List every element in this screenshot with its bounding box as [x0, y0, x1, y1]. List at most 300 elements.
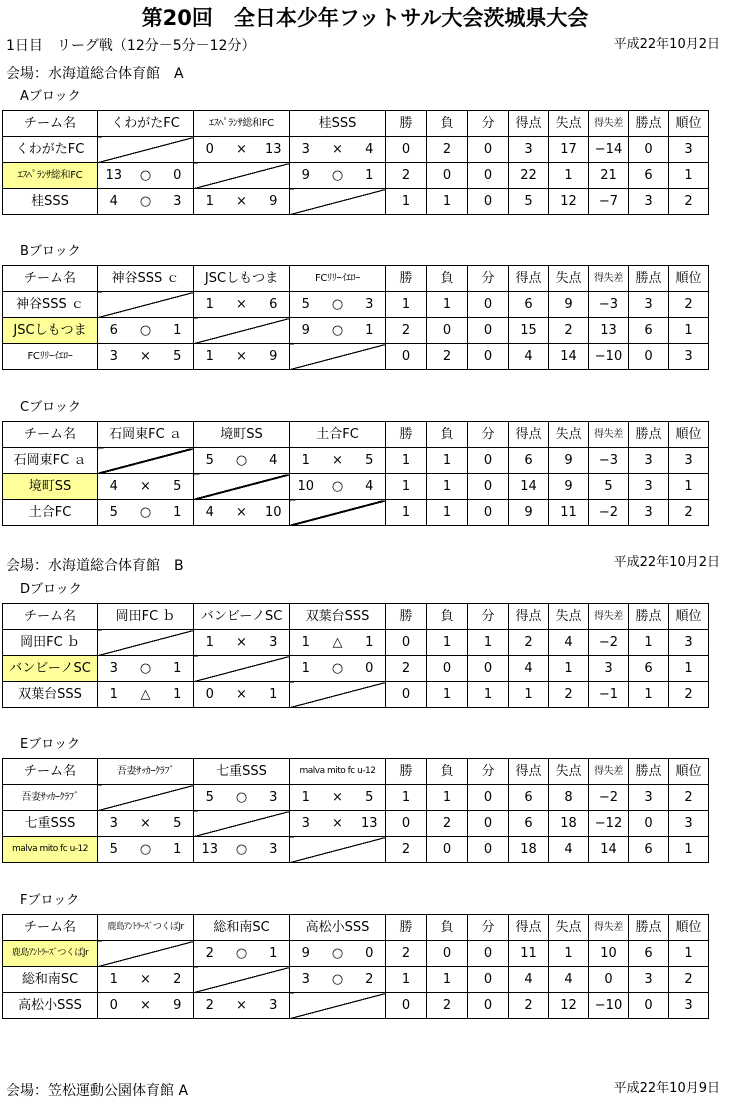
result-mark: ×: [226, 630, 258, 656]
points-cell: 6: [629, 318, 669, 344]
opponent-header: ｴｽﾍﾟﾗﾝｻ総和FC: [194, 111, 290, 137]
score-against: 2: [354, 967, 386, 993]
result-mark: ×: [130, 811, 162, 837]
goals-for-cell: 22: [509, 163, 549, 189]
score-for: 5: [194, 448, 226, 474]
score-for: 1: [290, 656, 322, 682]
result-mark: ○: [322, 318, 354, 344]
gd-header: 得失差: [589, 111, 629, 137]
goals-against-cell: 12: [549, 993, 589, 1019]
block-name: Bブロック: [20, 244, 81, 259]
wins-cell: 2: [386, 656, 427, 682]
goal-difference-cell: 13: [589, 318, 629, 344]
goals-against-cell: 18: [549, 811, 589, 837]
team-header: チーム名: [3, 111, 98, 137]
losses-cell: 1: [427, 500, 468, 526]
goal-difference-cell: −1: [589, 682, 629, 708]
points-cell: 0: [629, 344, 669, 370]
pts-header: 勝点: [629, 604, 669, 630]
result-mark: ○: [226, 448, 258, 474]
score-against: 1: [162, 682, 194, 708]
goals-for-cell: 14: [509, 474, 549, 500]
venue-date: 平成22年10月9日: [613, 1081, 720, 1096]
team-name: FCﾘﾘｰｲｴﾛｰ: [3, 344, 98, 370]
team-name: 桂SSS: [3, 189, 98, 215]
standings-table: [2, 914, 709, 1019]
losses-cell: 1: [427, 630, 468, 656]
gf-header: 得点: [509, 759, 549, 785]
team-header: チーム名: [3, 604, 98, 630]
rank-cell: 3: [669, 630, 709, 656]
wins-cell: 1: [386, 500, 427, 526]
score-for: 1: [98, 967, 130, 993]
opponent-header: 吾妻ｻｯｶｰｸﾗﾌﾞ: [98, 759, 194, 785]
score-against: 1: [258, 682, 290, 708]
goal-difference-cell: −2: [589, 785, 629, 811]
goals-for-cell: 2: [509, 630, 549, 656]
losses-cell: 1: [427, 474, 468, 500]
team-name: 神谷SSS ｃ: [3, 292, 98, 318]
self-match-cell: [98, 292, 194, 318]
opponent-header: 境町SS: [194, 422, 290, 448]
result-mark: ×: [226, 189, 258, 215]
loss-header: 負: [427, 111, 468, 137]
team-name: 石岡東FC ａ: [3, 448, 98, 474]
team-name: 吾妻ｻｯｶｰｸﾗﾌﾞ: [3, 785, 98, 811]
points-cell: 6: [629, 941, 669, 967]
goals-for-cell: 4: [509, 344, 549, 370]
goal-difference-cell: −10: [589, 344, 629, 370]
header-row: [3, 422, 709, 448]
rank-header: 順位: [669, 266, 709, 292]
ga-header: 失点: [549, 915, 589, 941]
draws-cell: 0: [468, 941, 509, 967]
rank-cell: 3: [669, 811, 709, 837]
wins-cell: 1: [386, 785, 427, 811]
team-name: ｴｽﾍﾟﾗﾝｻ総和FC: [3, 163, 98, 189]
goal-difference-cell: −12: [589, 811, 629, 837]
win-header: 勝: [386, 604, 427, 630]
goal-difference-cell: −14: [589, 137, 629, 163]
table-row: [3, 811, 709, 837]
goals-against-cell: 12: [549, 189, 589, 215]
subtitle: 1日目 リーグ戦（12分－5分－12分）: [6, 38, 256, 54]
ga-header: 失点: [549, 422, 589, 448]
score-against: 1: [354, 163, 386, 189]
block-name: Eブロック: [20, 737, 80, 752]
result-mark: ×: [130, 344, 162, 370]
gd-header: 得失差: [589, 604, 629, 630]
points-cell: 0: [629, 811, 669, 837]
score-against: 0: [162, 163, 194, 189]
rank-cell: 3: [669, 137, 709, 163]
score-against: 4: [354, 137, 386, 163]
goals-for-cell: 5: [509, 189, 549, 215]
goals-for-cell: 6: [509, 811, 549, 837]
draws-cell: 0: [468, 811, 509, 837]
goals-for-cell: 6: [509, 448, 549, 474]
team-header: チーム名: [3, 266, 98, 292]
result-mark: ×: [226, 993, 258, 1019]
rank-cell: 2: [669, 189, 709, 215]
rank-header: 順位: [669, 604, 709, 630]
loss-header: 負: [427, 915, 468, 941]
opponent-header: 総和南SC: [194, 915, 290, 941]
draw-header: 分: [468, 422, 509, 448]
score-against: 1: [354, 318, 386, 344]
header-row: [3, 111, 709, 137]
draws-cell: 1: [468, 630, 509, 656]
pts-header: 勝点: [629, 422, 669, 448]
rank-cell: 3: [669, 344, 709, 370]
score-against: 3: [258, 837, 290, 863]
team-name: 境町SS: [3, 474, 98, 500]
goal-difference-cell: 3: [589, 656, 629, 682]
losses-cell: 1: [427, 292, 468, 318]
score-against: 3: [258, 785, 290, 811]
loss-header: 負: [427, 266, 468, 292]
venue-date: 平成22年10月2日: [613, 555, 720, 570]
goals-against-cell: 1: [549, 163, 589, 189]
points-cell: 3: [629, 292, 669, 318]
score-for: 13: [98, 163, 130, 189]
self-match-cell: [290, 189, 386, 215]
score-for: 0: [194, 682, 226, 708]
result-mark: ○: [130, 837, 162, 863]
opponent-header: 七重SSS: [194, 759, 290, 785]
score-for: 9: [290, 163, 322, 189]
standings-table: [2, 603, 709, 708]
score-against: 5: [354, 785, 386, 811]
block-name: Cブロック: [20, 400, 81, 415]
goals-against-cell: 2: [549, 682, 589, 708]
score-against: 1: [162, 656, 194, 682]
draws-cell: 0: [468, 318, 509, 344]
goals-for-cell: 4: [509, 656, 549, 682]
score-against: 0: [354, 941, 386, 967]
score-for: 3: [98, 656, 130, 682]
score-for: 2: [194, 941, 226, 967]
points-cell: 3: [629, 785, 669, 811]
pts-header: 勝点: [629, 111, 669, 137]
loss-header: 負: [427, 604, 468, 630]
goals-for-cell: 6: [509, 785, 549, 811]
opponent-header: 桂SSS: [290, 111, 386, 137]
gf-header: 得点: [509, 111, 549, 137]
team-name: JSCしもつま: [3, 318, 98, 344]
points-cell: 3: [629, 448, 669, 474]
table-row: [3, 993, 709, 1019]
score-for: 13: [194, 837, 226, 863]
draws-cell: 0: [468, 292, 509, 318]
goals-against-cell: 4: [549, 967, 589, 993]
draw-header: 分: [468, 915, 509, 941]
draws-cell: 0: [468, 163, 509, 189]
table-row: [3, 837, 709, 863]
score-against: 1: [354, 630, 386, 656]
opponent-header: 双葉台SSS: [290, 604, 386, 630]
goals-against-cell: 2: [549, 318, 589, 344]
result-mark: ×: [130, 474, 162, 500]
score-for: 5: [290, 292, 322, 318]
table-row: [3, 785, 709, 811]
points-cell: 1: [629, 682, 669, 708]
self-match-cell: [194, 811, 290, 837]
self-match-cell: [290, 344, 386, 370]
score-for: 10: [290, 474, 322, 500]
opponent-header: バンビーノSC: [194, 604, 290, 630]
wins-cell: 1: [386, 189, 427, 215]
self-match-cell: [290, 500, 386, 526]
result-mark: △: [322, 630, 354, 656]
team-header: チーム名: [3, 422, 98, 448]
losses-cell: 2: [427, 344, 468, 370]
result-mark: ○: [130, 318, 162, 344]
draw-header: 分: [468, 266, 509, 292]
result-mark: ○: [130, 163, 162, 189]
team-name: 土合FC: [3, 500, 98, 526]
opponent-header: JSCしもつま: [194, 266, 290, 292]
rank-cell: 2: [669, 500, 709, 526]
pts-header: 勝点: [629, 915, 669, 941]
wins-cell: 2: [386, 318, 427, 344]
table-row: [3, 137, 709, 163]
score-for: 3: [98, 811, 130, 837]
goals-for-cell: 3: [509, 137, 549, 163]
rank-cell: 2: [669, 292, 709, 318]
goals-for-cell: 1: [509, 682, 549, 708]
header-row: [3, 604, 709, 630]
rank-cell: 3: [669, 993, 709, 1019]
goals-against-cell: 8: [549, 785, 589, 811]
ga-header: 失点: [549, 604, 589, 630]
venue-name: 会場：笠松運動公園体育館 A: [6, 1083, 189, 1099]
score-against: 13: [354, 811, 386, 837]
goal-difference-cell: −7: [589, 189, 629, 215]
table-row: [3, 682, 709, 708]
draws-cell: 0: [468, 785, 509, 811]
goals-for-cell: 15: [509, 318, 549, 344]
score-against: 1: [162, 318, 194, 344]
gf-header: 得点: [509, 422, 549, 448]
score-against: 5: [162, 344, 194, 370]
result-mark: ○: [322, 474, 354, 500]
pts-header: 勝点: [629, 759, 669, 785]
wins-cell: 1: [386, 292, 427, 318]
wins-cell: 2: [386, 941, 427, 967]
result-mark: ○: [322, 967, 354, 993]
team-name: くわがたFC: [3, 137, 98, 163]
goals-for-cell: 11: [509, 941, 549, 967]
score-against: 1: [162, 837, 194, 863]
table-row: [3, 967, 709, 993]
score-for: 0: [194, 137, 226, 163]
wins-cell: 0: [386, 630, 427, 656]
score-for: 9: [290, 941, 322, 967]
score-for: 5: [194, 785, 226, 811]
rank-cell: 2: [669, 682, 709, 708]
team-name: 高松小SSS: [3, 993, 98, 1019]
self-match-cell: [98, 137, 194, 163]
gf-header: 得点: [509, 266, 549, 292]
opponent-header: 高松小SSS: [290, 915, 386, 941]
score-for: 4: [194, 500, 226, 526]
result-mark: ○: [226, 837, 258, 863]
score-against: 4: [258, 448, 290, 474]
wins-cell: 0: [386, 682, 427, 708]
draws-cell: 0: [468, 837, 509, 863]
score-for: 1: [194, 292, 226, 318]
score-against: 4: [354, 474, 386, 500]
score-against: 0: [354, 656, 386, 682]
losses-cell: 1: [427, 785, 468, 811]
block-name: Aブロック: [20, 89, 81, 104]
score-for: 9: [290, 318, 322, 344]
score-against: 3: [258, 630, 290, 656]
score-for: 1: [290, 630, 322, 656]
points-cell: 6: [629, 163, 669, 189]
goals-against-cell: 1: [549, 941, 589, 967]
table-row: [3, 474, 709, 500]
wins-cell: 1: [386, 448, 427, 474]
rank-cell: 1: [669, 318, 709, 344]
points-cell: 3: [629, 474, 669, 500]
header-row: [3, 915, 709, 941]
points-cell: 6: [629, 656, 669, 682]
win-header: 勝: [386, 422, 427, 448]
wins-cell: 0: [386, 344, 427, 370]
rank-cell: 2: [669, 785, 709, 811]
opponent-header: 土合FC: [290, 422, 386, 448]
goals-against-cell: 14: [549, 344, 589, 370]
score-for: 6: [98, 318, 130, 344]
score-against: 5: [354, 448, 386, 474]
score-for: 1: [290, 448, 322, 474]
standings-table: [2, 758, 709, 863]
header-row: [3, 759, 709, 785]
score-for: 1: [194, 344, 226, 370]
score-for: 3: [290, 137, 322, 163]
score-against: 13: [258, 137, 290, 163]
wins-cell: 1: [386, 474, 427, 500]
draws-cell: 1: [468, 682, 509, 708]
self-match-cell: [194, 474, 290, 500]
goals-against-cell: 9: [549, 474, 589, 500]
score-against: 9: [258, 344, 290, 370]
self-match-cell: [98, 941, 194, 967]
losses-cell: 0: [427, 837, 468, 863]
team-name: バンビーノSC: [3, 656, 98, 682]
venue-name: 会場：水海道総合体育館 A: [6, 66, 184, 82]
goal-difference-cell: 14: [589, 837, 629, 863]
self-match-cell: [98, 630, 194, 656]
result-mark: ○: [226, 941, 258, 967]
team-name: 鹿島ｱﾝﾄﾗｰｽﾞつくばJr: [3, 941, 98, 967]
points-cell: 0: [629, 137, 669, 163]
result-mark: ×: [226, 137, 258, 163]
result-mark: ○: [130, 656, 162, 682]
draws-cell: 0: [468, 500, 509, 526]
table-row: [3, 292, 709, 318]
rank-cell: 1: [669, 474, 709, 500]
result-mark: ×: [226, 500, 258, 526]
goal-difference-cell: 0: [589, 967, 629, 993]
score-against: 3: [162, 189, 194, 215]
opponent-header: 神谷SSS ｃ: [98, 266, 194, 292]
self-match-cell: [194, 656, 290, 682]
losses-cell: 0: [427, 656, 468, 682]
self-match-cell: [194, 318, 290, 344]
result-mark: ○: [130, 189, 162, 215]
gf-header: 得点: [509, 915, 549, 941]
rank-header: 順位: [669, 111, 709, 137]
gf-header: 得点: [509, 604, 549, 630]
draws-cell: 0: [468, 656, 509, 682]
gd-header: 得失差: [589, 759, 629, 785]
score-for: 4: [98, 474, 130, 500]
goals-for-cell: 2: [509, 993, 549, 1019]
result-mark: ×: [226, 292, 258, 318]
wins-cell: 0: [386, 993, 427, 1019]
goal-difference-cell: −3: [589, 292, 629, 318]
win-header: 勝: [386, 111, 427, 137]
opponent-header: FCﾘﾘｰｲｴﾛｰ: [290, 266, 386, 292]
self-match-cell: [98, 448, 194, 474]
score-for: 2: [194, 993, 226, 1019]
points-cell: 6: [629, 837, 669, 863]
self-match-cell: [290, 682, 386, 708]
table-row: [3, 500, 709, 526]
losses-cell: 0: [427, 941, 468, 967]
goal-difference-cell: −3: [589, 448, 629, 474]
loss-header: 負: [427, 422, 468, 448]
ga-header: 失点: [549, 111, 589, 137]
score-against: 1: [162, 500, 194, 526]
result-mark: △: [130, 682, 162, 708]
score-for: 1: [290, 785, 322, 811]
table-row: [3, 656, 709, 682]
team-header: チーム名: [3, 759, 98, 785]
table-row: [3, 630, 709, 656]
opponent-header: 岡田FC ｂ: [98, 604, 194, 630]
rank-header: 順位: [669, 759, 709, 785]
points-cell: 3: [629, 500, 669, 526]
goal-difference-cell: 5: [589, 474, 629, 500]
score-against: 2: [162, 967, 194, 993]
result-mark: ×: [322, 811, 354, 837]
draw-header: 分: [468, 759, 509, 785]
ga-header: 失点: [549, 266, 589, 292]
draw-header: 分: [468, 111, 509, 137]
gd-header: 得失差: [589, 915, 629, 941]
score-for: 3: [98, 344, 130, 370]
team-name: 七重SSS: [3, 811, 98, 837]
score-against: 6: [258, 292, 290, 318]
table-row: [3, 448, 709, 474]
rank-cell: 1: [669, 656, 709, 682]
self-match-cell: [290, 837, 386, 863]
wins-cell: 0: [386, 137, 427, 163]
rank-header: 順位: [669, 422, 709, 448]
score-for: 0: [98, 993, 130, 1019]
losses-cell: 1: [427, 967, 468, 993]
rank-cell: 1: [669, 163, 709, 189]
result-mark: ○: [130, 500, 162, 526]
losses-cell: 0: [427, 318, 468, 344]
opponent-header: 石岡東FC ａ: [98, 422, 194, 448]
header-row: [3, 266, 709, 292]
table-row: [3, 163, 709, 189]
